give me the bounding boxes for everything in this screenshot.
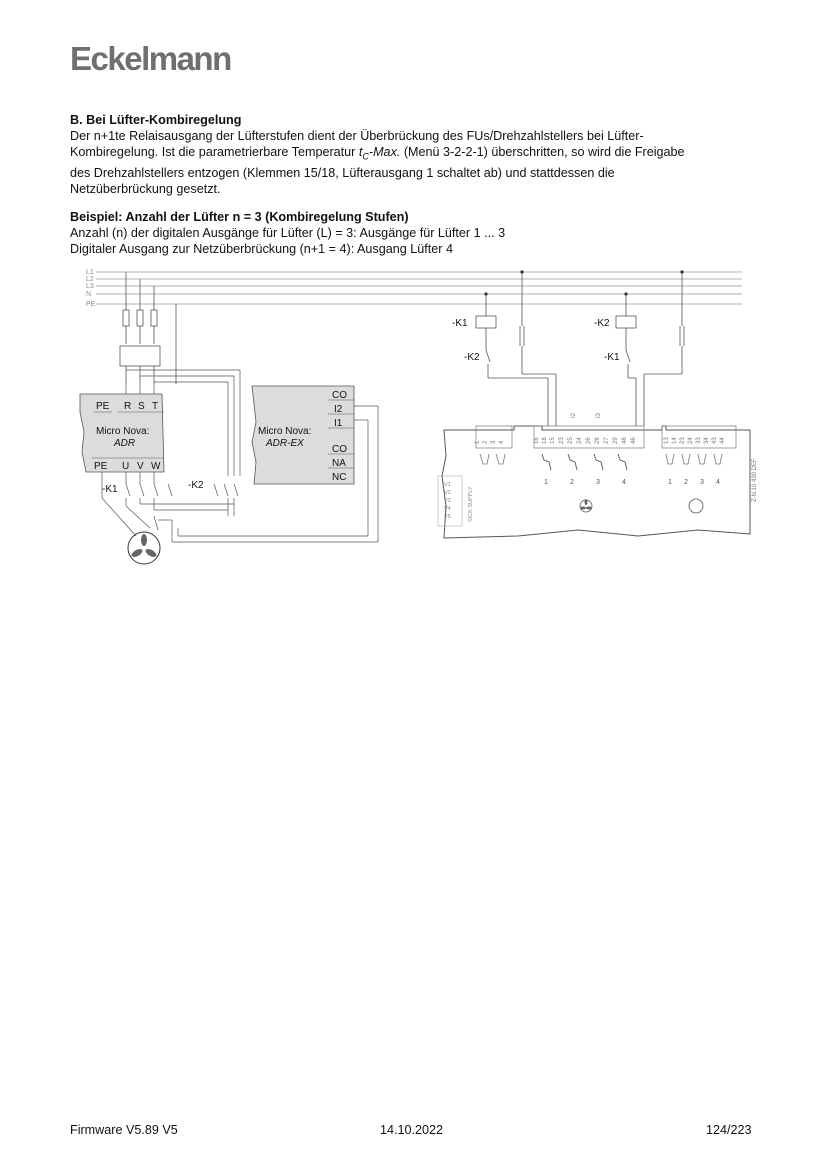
wiring-diagram bbox=[78, 266, 758, 581]
example-line-1: Anzahl (n) der digitalen Ausgänge für Lüfter (L) = 3: Ausgänge für Lüfter 1 ... 3 bbox=[70, 226, 506, 240]
sick-line: V2 bbox=[444, 490, 451, 496]
mid-terminal: 16 bbox=[534, 437, 540, 444]
adr-term: R bbox=[124, 401, 132, 412]
wiring-diagram-svg bbox=[78, 266, 758, 576]
adr-ex-term: I1 bbox=[334, 418, 343, 429]
mid-label: I3 bbox=[596, 412, 602, 418]
sick-line: V4 bbox=[444, 506, 451, 512]
adr-term: V bbox=[137, 461, 144, 472]
adr-term: W bbox=[151, 461, 161, 472]
mid-terminal: 26 bbox=[586, 437, 592, 444]
mid-terminal: 27 bbox=[604, 437, 610, 444]
left-terminal: 4 bbox=[499, 440, 505, 444]
right-terminal: 23 bbox=[680, 437, 686, 444]
k1-coil bbox=[476, 316, 496, 328]
adr-term: U bbox=[122, 461, 130, 472]
section-b-line-2: Kombiregelung. Ist die parametrierbare Temperatur $t_C$-Max. (Menü 3-2-2-1) überschritten, so wird die Freigabe bbox=[70, 145, 685, 162]
section-b-line-3: des Drehzahlstellers entzogen (Klemmen 15/18, Lüfterausgang 1 schaltet ab) und stattdessen die bbox=[70, 165, 615, 180]
adr-ex-term: CO bbox=[332, 444, 347, 455]
example-line-2: Digitaler Ausgang zur Netzüberbrückung (n+1 = 4): Ausgang Lüfter 4 bbox=[70, 242, 453, 256]
adr-model: ADR bbox=[114, 438, 136, 449]
right-terminal: 14 bbox=[672, 437, 678, 444]
section-b-line-1: Der n+1te Relaisausgang der Lüfterstufen dient der Überbrückung des FUs/Drehzahlstellers bei Lüfter- bbox=[70, 129, 644, 143]
relay-num: 2 bbox=[684, 479, 688, 486]
adr-ex-term: NA bbox=[332, 458, 346, 469]
footer-firmware: Firmware V5.89 V5 bbox=[70, 1123, 178, 1137]
k2-coil bbox=[616, 316, 636, 328]
adr-term: PE bbox=[96, 401, 110, 412]
k2-contact-label: -K2 bbox=[464, 352, 480, 363]
right-terminal: 44 bbox=[720, 437, 726, 444]
adr-term: PE bbox=[94, 461, 108, 472]
k2-coil-label: -K2 bbox=[594, 318, 610, 329]
k1-coil-label: -K1 bbox=[452, 318, 468, 329]
bus-label: L1 bbox=[86, 269, 94, 276]
mid-label: I2 bbox=[571, 412, 577, 418]
footer-page: 124/223 bbox=[706, 1123, 752, 1137]
sick-line: V3 bbox=[444, 498, 451, 504]
k1-contact-label: -K1 bbox=[102, 484, 118, 495]
output-num: 1 bbox=[544, 479, 548, 486]
example-block bbox=[70, 209, 760, 257]
output-num: 4 bbox=[622, 479, 626, 486]
adr-term: T bbox=[152, 401, 159, 412]
adr-term: S bbox=[138, 401, 145, 412]
sick-line: V1 bbox=[444, 482, 451, 488]
mid-terminal: 46 bbox=[631, 437, 637, 444]
bus-label: L2 bbox=[86, 276, 94, 283]
section-b bbox=[70, 112, 760, 197]
mid-terminal: 29 bbox=[613, 437, 619, 444]
mid-terminal: 25 bbox=[568, 437, 574, 444]
eckelmann-logo: Eckelmann bbox=[70, 40, 231, 77]
right-terminal: 34 bbox=[704, 437, 710, 444]
right-terminal: 13 bbox=[664, 437, 670, 444]
k2-contact-label: -K2 bbox=[188, 480, 204, 491]
relay-num: 4 bbox=[716, 479, 720, 486]
mid-terminal: 23 bbox=[559, 437, 565, 444]
adr-title: Micro Nova: bbox=[96, 426, 150, 437]
footer-date: 14.10.2022 bbox=[380, 1123, 444, 1137]
bus-label: N bbox=[86, 291, 92, 298]
output-num: 2 bbox=[570, 479, 574, 486]
left-terminal: 2 bbox=[483, 440, 489, 444]
adr-ex-term: I2 bbox=[334, 404, 343, 415]
sick-line: V5 bbox=[444, 514, 451, 520]
bus-label: PE bbox=[86, 301, 96, 308]
k1-contact-label: -K1 bbox=[604, 352, 620, 363]
adr-ex-model: ADR-EX bbox=[266, 438, 304, 449]
mid-terminal: 15 bbox=[550, 437, 556, 444]
left-terminal: 1 bbox=[475, 440, 481, 444]
section-b-heading: B. Bei Lüfter-Kombiregelung bbox=[70, 113, 242, 127]
output-num: 3 bbox=[596, 479, 600, 486]
adr-ex-title: Micro Nova: bbox=[258, 426, 312, 437]
example-heading: Beispiel: Anzahl der Lüfter n = 3 (Kombiregelung Stufen) bbox=[70, 210, 409, 224]
sick-supply-label: SICK SUPPLY bbox=[468, 486, 474, 522]
relay-num: 1 bbox=[668, 479, 672, 486]
right-terminal: 43 bbox=[712, 437, 718, 444]
indicator-icon bbox=[689, 499, 703, 513]
left-terminal: 3 bbox=[491, 440, 497, 444]
right-terminal: 33 bbox=[696, 437, 702, 444]
adr-ex-term: CO bbox=[332, 390, 347, 401]
mid-terminal: 28 bbox=[595, 437, 601, 444]
mid-terminal: 48 bbox=[622, 437, 628, 444]
section-b-line-4: Netzüberbrückung gesetzt. bbox=[70, 181, 221, 196]
drawing-ref: Z-N 10 430 DEF bbox=[752, 458, 758, 502]
mid-terminal: 24 bbox=[577, 437, 583, 444]
mid-terminal: 18 bbox=[542, 437, 548, 444]
adr-ex-term: NC bbox=[332, 472, 347, 483]
bus-label: L3 bbox=[86, 283, 94, 290]
relay-num: 3 bbox=[700, 479, 704, 486]
right-terminal: 24 bbox=[688, 437, 694, 444]
